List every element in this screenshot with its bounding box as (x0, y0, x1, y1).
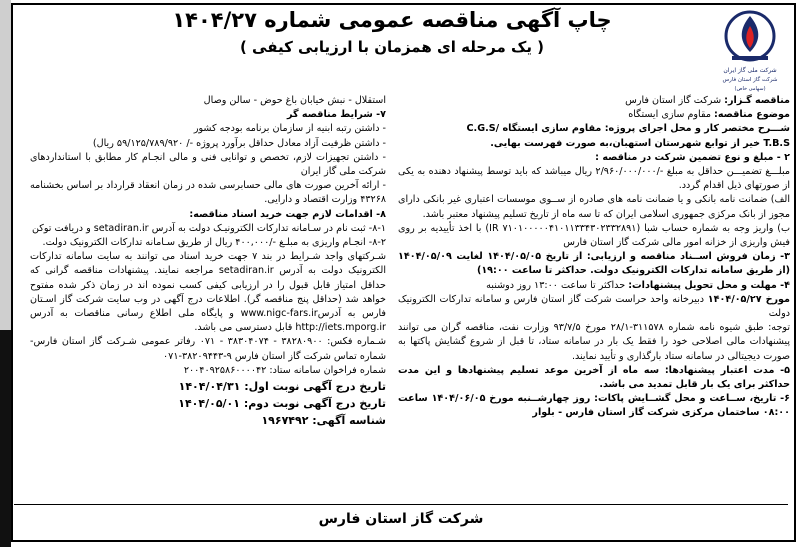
left_column-paragraph-text: استقلال - نبش خیابان باغ حوض - سالن وصال (203, 95, 386, 106)
publication-date-value: ۱۴۰۴/۰۵/۰۱ (178, 397, 240, 411)
publication-date-label: تاریخ درج آگهی نوبت دوم: (239, 397, 386, 411)
left_column-paragraph (30, 94, 386, 108)
publication-date-label: تاریخ درج آگهی نوبت اول: (240, 380, 386, 394)
footer-divider (14, 504, 788, 505)
right_column-paragraph (398, 94, 790, 108)
left_column-paragraph-text: - ارائه آخرین صورت های مالی حسابرسی شده در زمان انعقاد قرارداد بر اساس بخشنامه ۴۳۲۶۸ وزارت اقتصاد و دارایی. (30, 180, 386, 206)
publication-date-value: ۱۴۰۴/۰۴/۳۱ (178, 380, 241, 394)
right_column-paragraph (398, 193, 790, 221)
right_column-paragraph-label: ۳- زمان فروش اســناد مناقصه و ارزیابی: از تاریخ ۱۴۰۴/۰۵/۰۵ لغایت ۱۴۰۴/۰۵/۰۹ (از طریق سامانه تدارکات الکترونیک دولت. حداکثر تا ساعت ۱۹:۰۰) (398, 251, 790, 277)
right_column-paragraph (398, 250, 790, 278)
right_column-paragraph-text: الف) ضمانت نامه بانکی و یا ضمانت نامه های صادره از ســوی موسسات اعتباری غیر بانکی دارای مجوز از بانک مرکزی جمهوری اسلامی ایران که تا سه ماه از تاریخ تسلیم پیشنهاد معتبر باشد. (398, 194, 790, 220)
left_column-paragraph-label: ۸- اقدامات لازم جهت خرید اسناد مناقصه: (189, 208, 386, 220)
right_column-paragraph-text: مبلـــغ تضمیـــن حداقل به مبلغ -/۲/۹۶۰/۰۰۰/۰۰۰ ریال میباشد که باید توسط پیشنهاد دهنده به یکی از صورتهای ذیل اقدام گردد. (398, 166, 790, 192)
right_column-paragraph (398, 165, 790, 193)
right_column-paragraph-text: مقاوم سازی ایستگاه (628, 109, 715, 121)
svg-text:شرکت ملی گاز ایران: شرکت ملی گاز ایران (723, 67, 777, 74)
left_column-paragraph (30, 179, 386, 207)
right_column-paragraph-text: ب) واریز وجه به شماره حساب شبا (IR ۷۱۰۱۰۰۰۰۰۴۱۰۱۱۳۳۴۳۰۲۳۳۲۸۹۱) با اخذ تأییدیه بر روی فیش واریزی از خزانه امور مالی شرکت گاز استان فارس (398, 222, 791, 249)
svg-text:شرکت گاز استان فارس: شرکت گاز استان فارس (722, 77, 778, 83)
left_column-paragraph (30, 137, 386, 151)
right_column-paragraph-label: ۲ - مبلغ و نوع تضمین شرکت در مناقصه : (595, 151, 790, 163)
left_column-paragraph (30, 108, 386, 122)
left_column-paragraph-text: شـرکتهای واجد شـرایط در بند ۷ جهت خرید اسناد می توانند به سایت سامانه تدارکات الکترونیک دولت به آدرس setadiran.ir مراجعه نمایند. پیشنهادات مناقصه گرانی که حداقل امتیاز قابل قبول را در ارزیابی کیفی کسب نموده اند در زمان ذکر شده مفتوح خواهد شد (حداقل پنج مناقصه گر). اطلاعات درج آگهی در وب سایت شرکت گاز اسـتان فارس به آدرسwww.nigc-fars.ir و پایگاه ملی اطلاع رسانی مناقصات به آدرس http://iets.mporg.ir قابل دسترسی می باشد. (30, 251, 386, 334)
right_column-paragraph (398, 222, 790, 250)
right_column-paragraph (398, 151, 790, 165)
right-column (398, 94, 790, 421)
left-column (30, 94, 386, 429)
left_column-paragraph-text: شـماره فکس: ۳۸۲۸۰۹۰۰ - ۳۸۳۰۴۰۷۴ - ۰۷۱ رفاتر عمومی شـرکت گاز استان فارس- شماره تماس شرکت گاز استان فارس ۹-۳۸۲۰۹۴۴۳-۰۷۱ (30, 336, 386, 362)
right_column-paragraph (398, 392, 790, 420)
left_column-paragraph-text: ۸-۱- ثبت نام در سـامانه تدارکات الکترونیـک دولت به آدرس setadiran.ir و دریافت توکن (31, 222, 386, 234)
right_column-paragraph-text: شرکت گاز استان فارس (625, 95, 725, 106)
left_column-paragraph-text: ۸-۲- انجـام واریزی به مبلـغ -/۴۰۰,۰۰۰ ریال از طریق سـامانه تدارکات الکترونیک دولت. (42, 237, 386, 249)
right_column-paragraph (398, 293, 790, 321)
left_column-paragraph (30, 222, 386, 236)
right_column-paragraph-label: مناقصه گـزار: (724, 95, 790, 106)
left_column-paragraph-text: - داشتن ظرفیت آزاد معادل حداقل برآورد پروژه -/ ۵۹/۱۲۵/۷۸۹/۹۲۰ ریال) (92, 137, 386, 149)
left-edge-strip (0, 0, 11, 547)
publication-date-row (30, 378, 386, 395)
left_column-paragraph-text: شماره فراخوان سامانه ستاد: ۲۰۰۴۰۹۲۵۸۶۰۰۰۰۴۲ (183, 364, 386, 376)
left_column-paragraph (30, 364, 386, 378)
right_column-paragraph-text: توجه: طبق شیوه نامه شماره ۳۱۱۵۷۸-۲۸/۱ مورخ ۹۳/۷/۵ وزارت نفت، مناقصه گران می توانند پیشنهادات مالی اصلاحی خود را فقط یک بار در سامانه ستاد، تا قبل از شروع گشایش پاکتها به صورت دیجیتالی در سامانه ستاد بارگذاری و تأیید نمایند. (398, 322, 790, 362)
national-iranian-gas-company-logo (710, 6, 790, 94)
right_column-paragraph (398, 108, 790, 122)
left_column-paragraph (30, 335, 386, 363)
left_column-paragraph (30, 250, 386, 335)
left_column-paragraph-text: - داشتن تجهیزات لازم، تخصص و توانایی فنی و مالی انجـام کار مطابق با استانداردهای شرکت ملی گاز ایران (30, 151, 386, 178)
left_column-paragraph (30, 208, 386, 222)
right_column-paragraph-text: حداکثر تا ساعت ۱۳:۰۰ روز دوشنبه (486, 279, 629, 291)
right_column-paragraph-label: ۵- مدت اعتبار پیشنهادها: سه ماه از آخرین موعد تسلیم پیشنهادها و این مدت حداکثر برای یک بار قابل تمدید می باشد. (398, 364, 790, 391)
right_column-paragraph-label: موضوع مناقصه: (714, 109, 790, 121)
left_column-paragraph (30, 236, 386, 250)
right_column-paragraph (398, 321, 790, 364)
right_column-paragraph (398, 122, 790, 136)
right_column-paragraph (398, 137, 790, 151)
right_column-paragraph-label: ۴- مهلت و محل تحویل پیشنهادات: (628, 279, 790, 291)
notice-title: چاپ آگهی مناقصه عمومی شماره ۱۴۰۴/۲۷ (172, 8, 612, 32)
publication-date-row (30, 395, 386, 412)
right_column-paragraph-text: دبیرخانه واحد حراست شرکت گاز استان فارس و سامانه تدارکات الکترونیک دولت (398, 293, 790, 320)
right_column-paragraph-label: مورخ ۱۴۰۴/۰۵/۲۷ (707, 293, 791, 305)
right_column-paragraph-label: ۶- تاریخ، ســاعت و محل گشــایش پاکات: روز چهارشــنبه مورخ ۱۴۰۴/۰۶/۰۵ ساعت ۰۸:۰۰ ساختمان مرکزی شرکت گاز استان فارس - بلوار (398, 393, 791, 419)
footer-company-name: شرکت گاز استان فارس (318, 511, 484, 527)
right_column-paragraph-label: شـــرح مختصر کار و محل اجرای پروژه: مقاوم سازی ایستگاه /C.G.S (466, 123, 790, 135)
left_column-paragraph-label: ۷- شرایط مناقصه گر (287, 109, 386, 121)
right_column-paragraph (398, 279, 790, 293)
publication-date-row (30, 412, 386, 429)
left_column-paragraph-text: - داشتن رتبه ابنیه از سازمان برنامه بودجه کشور (193, 123, 386, 135)
svg-text:(سهامی خاص): (سهامی خاص) (734, 86, 766, 92)
right_column-paragraph-label: T.B.S خیر از توابع شهرستان استهبان،به صورت فهرست بهایی. (490, 137, 790, 149)
left_column-paragraph (30, 122, 386, 136)
publication-date-label: شناسه آگهی: (308, 414, 386, 428)
right_column-paragraph (398, 364, 790, 392)
publication-date-value: ۱۹۶۷۴۹۲ (261, 414, 309, 428)
left_column-paragraph (30, 151, 386, 179)
notice-subtitle: ( یک مرحله ای همزمان با ارزیابی کیفی ) (239, 38, 545, 56)
